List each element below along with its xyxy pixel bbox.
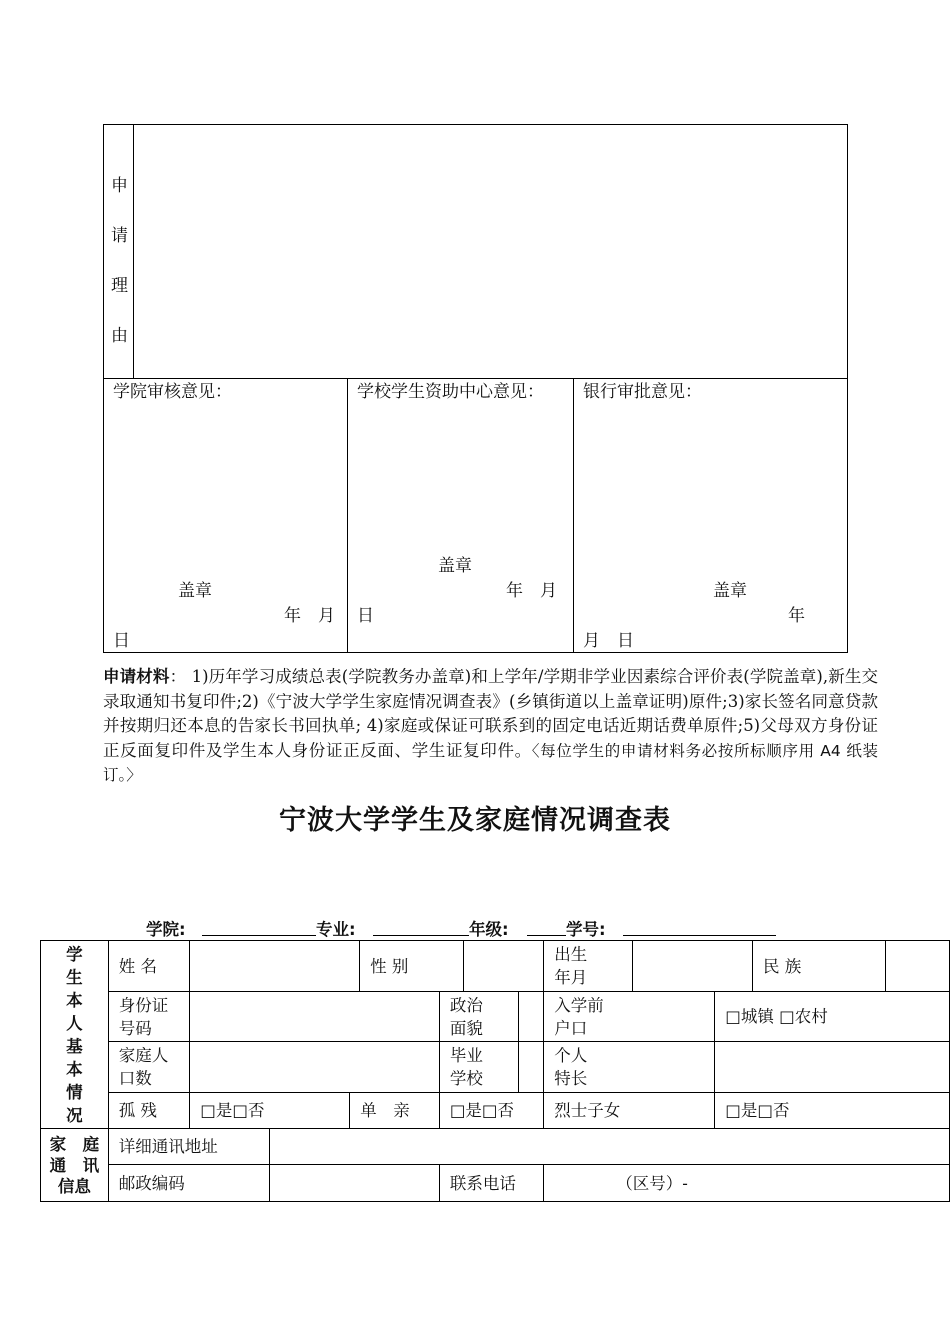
gender-label: 性 别	[360, 941, 464, 992]
aid-center-date-d: 日	[357, 606, 374, 626]
specialty-input[interactable]	[715, 1042, 950, 1093]
survey-table	[40, 940, 950, 1202]
aid-center-review-label: 学校学生资助中心意见：	[357, 382, 544, 402]
reason-label-char: 申	[111, 176, 128, 196]
reason-label-char: 理	[111, 276, 128, 296]
name-label: 姓 名	[108, 941, 190, 992]
id-card-input[interactable]	[190, 992, 440, 1042]
aid-center-date-ym: 年 月	[506, 581, 557, 601]
family-size-input[interactable]	[190, 1042, 440, 1093]
ethnicity-label: 民 族	[753, 941, 886, 992]
section-contact-label: 家 庭 通 讯 信息	[41, 1129, 109, 1202]
political-input[interactable]	[519, 992, 544, 1042]
single-parent-label: 单 亲	[350, 1093, 440, 1129]
phone-label: 联系电话	[439, 1165, 543, 1202]
grade-field-label: 年级:	[469, 920, 509, 939]
address-input[interactable]	[269, 1129, 949, 1165]
student-id-field-blank[interactable]	[623, 935, 776, 936]
materials-text: ： 1)历年学习成绩总表(学院教务办盖章)和上学年/学期非学业因素综合评价表(学院盖章),新生交录取通知书复印件;2)《宁波大学学生家庭情况调查表》(乡镇街道以上盖章证明)原件;3)家长签名同意贷款并按期归还本息的告家长书回执单; 4)家庭或保证可联系到的固定电话近期话费单原件;5)父母双方身份证正反面复印件及学生本人身份证正反面、学生证复印件。	[103, 667, 879, 760]
section-basic-label: 学生本人基本情况	[41, 941, 109, 1129]
school-input[interactable]	[519, 1042, 544, 1093]
student-id-field-label: 学号:	[566, 920, 606, 939]
school-label: 毕业 学校	[439, 1042, 519, 1093]
address-label: 详细通讯地址	[108, 1129, 269, 1165]
materials-note: 〈每位学生的申请材料务必按所标顺序用 A4 纸装订。〉	[103, 741, 878, 784]
postcode-input[interactable]	[269, 1165, 439, 1202]
postcode-label: 邮政编码	[108, 1165, 269, 1202]
gender-input[interactable]	[463, 941, 544, 992]
specialty-label: 个人 特长	[544, 1042, 715, 1093]
orphan-label: 孤 残	[108, 1093, 190, 1129]
college-date-ym: 年 月	[284, 606, 335, 626]
martyr-label: 烈士子女	[544, 1093, 715, 1129]
college-date-d: 日	[113, 631, 130, 651]
name-input[interactable]	[190, 941, 360, 992]
bank-review-label: 银行审批意见：	[583, 382, 702, 402]
birth-input[interactable]	[632, 941, 752, 992]
political-label: 政治 面貌	[439, 992, 519, 1042]
reason-label-char: 由	[111, 326, 128, 346]
hukou-options[interactable]: □城镇 □农村	[715, 992, 950, 1042]
college-field-blank[interactable]	[202, 935, 316, 936]
single-parent-options[interactable]: □是□否	[439, 1093, 543, 1129]
family-size-label: 家庭人 口数	[108, 1042, 190, 1093]
aid-center-seal: 盖章	[438, 556, 472, 576]
reason-label-char: 请	[111, 226, 128, 246]
phone-input[interactable]: （区号）-	[544, 1165, 950, 1202]
id-card-label: 身份证 号码	[108, 992, 190, 1042]
bank-date-md: 月 日	[583, 631, 634, 651]
survey-title: 宁波大学学生及家庭情况调查表	[279, 805, 671, 836]
materials-label: 申请材料	[103, 667, 170, 686]
college-seal: 盖章	[178, 581, 212, 601]
college-field-label: 学院:	[146, 920, 186, 939]
birth-label: 出生 年月	[544, 941, 633, 992]
ethnicity-input[interactable]	[886, 941, 950, 992]
college-review-label: 学院审核意见：	[113, 382, 232, 402]
bank-date-y: 年	[788, 606, 805, 626]
major-field-blank[interactable]	[373, 935, 469, 936]
grade-field-blank[interactable]	[527, 935, 566, 936]
major-field-label: 专业:	[316, 920, 356, 939]
reason-input-area[interactable]	[134, 125, 847, 378]
hukou-label: 入学前 户口	[544, 992, 715, 1042]
orphan-options[interactable]: □是□否	[190, 1093, 350, 1129]
bank-seal: 盖章	[713, 581, 747, 601]
materials-paragraph	[103, 665, 878, 788]
martyr-options[interactable]: □是□否	[715, 1093, 950, 1129]
